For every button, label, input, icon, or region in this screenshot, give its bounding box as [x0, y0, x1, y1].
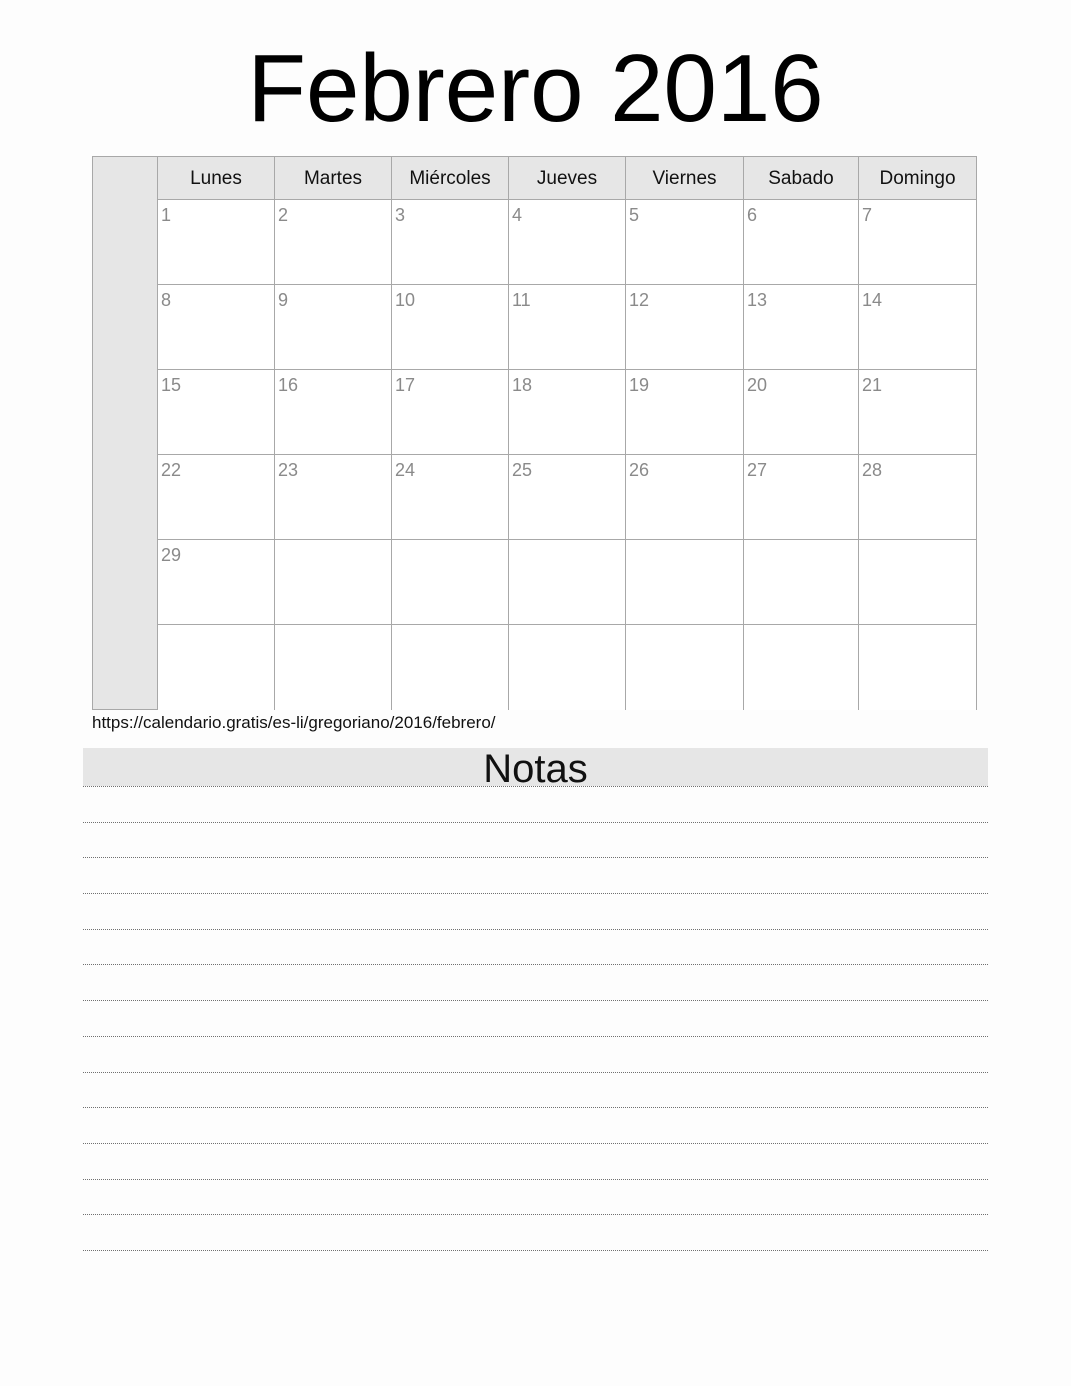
day-cell[interactable]: 4	[509, 200, 626, 285]
day-cell[interactable]	[392, 540, 509, 625]
notes-line[interactable]	[83, 965, 988, 1001]
day-cell[interactable]: 9	[275, 285, 392, 370]
week-number-column	[93, 157, 158, 709]
weekday-header: Martes	[275, 157, 392, 200]
notes-title: Notas	[83, 748, 988, 786]
notes-line[interactable]	[83, 1073, 988, 1109]
weekday-header: Lunes	[158, 157, 275, 200]
day-cell[interactable]: 7	[859, 200, 976, 285]
notes-line[interactable]	[83, 1108, 988, 1144]
day-cell[interactable]: 1	[158, 200, 275, 285]
day-cell[interactable]: 25	[509, 455, 626, 540]
day-cell[interactable]: 10	[392, 285, 509, 370]
day-cell[interactable]: 15	[158, 370, 275, 455]
day-cell[interactable]: 26	[626, 455, 744, 540]
notes-line[interactable]	[83, 894, 988, 930]
day-cell[interactable]: 3	[392, 200, 509, 285]
weekday-header: Jueves	[509, 157, 626, 200]
day-cell[interactable]	[275, 625, 392, 710]
weekday-header: Domingo	[859, 157, 976, 200]
day-cell[interactable]: 16	[275, 370, 392, 455]
day-cell[interactable]: 27	[744, 455, 859, 540]
day-cell[interactable]	[509, 625, 626, 710]
notes-lines[interactable]	[83, 786, 988, 1251]
day-cell[interactable]: 6	[744, 200, 859, 285]
notes-line[interactable]	[83, 1037, 988, 1073]
day-cell[interactable]	[744, 625, 859, 710]
day-cell[interactable]: 5	[626, 200, 744, 285]
day-cell[interactable]	[859, 540, 976, 625]
day-cell[interactable]: 21	[859, 370, 976, 455]
notes-line[interactable]	[83, 1215, 988, 1251]
day-cell[interactable]: 12	[626, 285, 744, 370]
notes-line[interactable]	[83, 930, 988, 966]
notes-line[interactable]	[83, 787, 988, 823]
day-cell[interactable]: 29	[158, 540, 275, 625]
day-cell[interactable]: 20	[744, 370, 859, 455]
weekday-header: Viernes	[626, 157, 744, 200]
day-cell[interactable]: 23	[275, 455, 392, 540]
page-title: Febrero 2016	[247, 35, 824, 142]
calendar-grid	[92, 156, 977, 710]
notes-line[interactable]	[83, 858, 988, 894]
day-cell[interactable]: 2	[275, 200, 392, 285]
notes-line[interactable]	[83, 1001, 988, 1037]
notes-line[interactable]	[83, 823, 988, 859]
calendar-days	[158, 157, 976, 710]
day-cell[interactable]: 17	[392, 370, 509, 455]
weekday-header: Sabado	[744, 157, 859, 200]
day-cell[interactable]	[626, 540, 744, 625]
day-cell[interactable]: 19	[626, 370, 744, 455]
day-cell[interactable]: 22	[158, 455, 275, 540]
day-cell[interactable]	[744, 540, 859, 625]
day-cell[interactable]: 28	[859, 455, 976, 540]
day-cell[interactable]: 8	[158, 285, 275, 370]
day-cell[interactable]	[392, 625, 509, 710]
weekday-header: Miércoles	[392, 157, 509, 200]
day-cell[interactable]	[158, 625, 275, 710]
day-cell[interactable]: 11	[509, 285, 626, 370]
day-cell[interactable]: 14	[859, 285, 976, 370]
source-url[interactable]: https://calendario.gratis/es-li/gregoriano/2016/febrero/	[92, 713, 496, 732]
day-cell[interactable]: 13	[744, 285, 859, 370]
day-cell[interactable]: 18	[509, 370, 626, 455]
day-cell[interactable]	[859, 625, 976, 710]
day-cell[interactable]	[275, 540, 392, 625]
notes-line[interactable]	[83, 1180, 988, 1216]
day-cell[interactable]	[509, 540, 626, 625]
day-cell[interactable]: 24	[392, 455, 509, 540]
day-cell[interactable]	[626, 625, 744, 710]
notes-line[interactable]	[83, 1144, 988, 1180]
